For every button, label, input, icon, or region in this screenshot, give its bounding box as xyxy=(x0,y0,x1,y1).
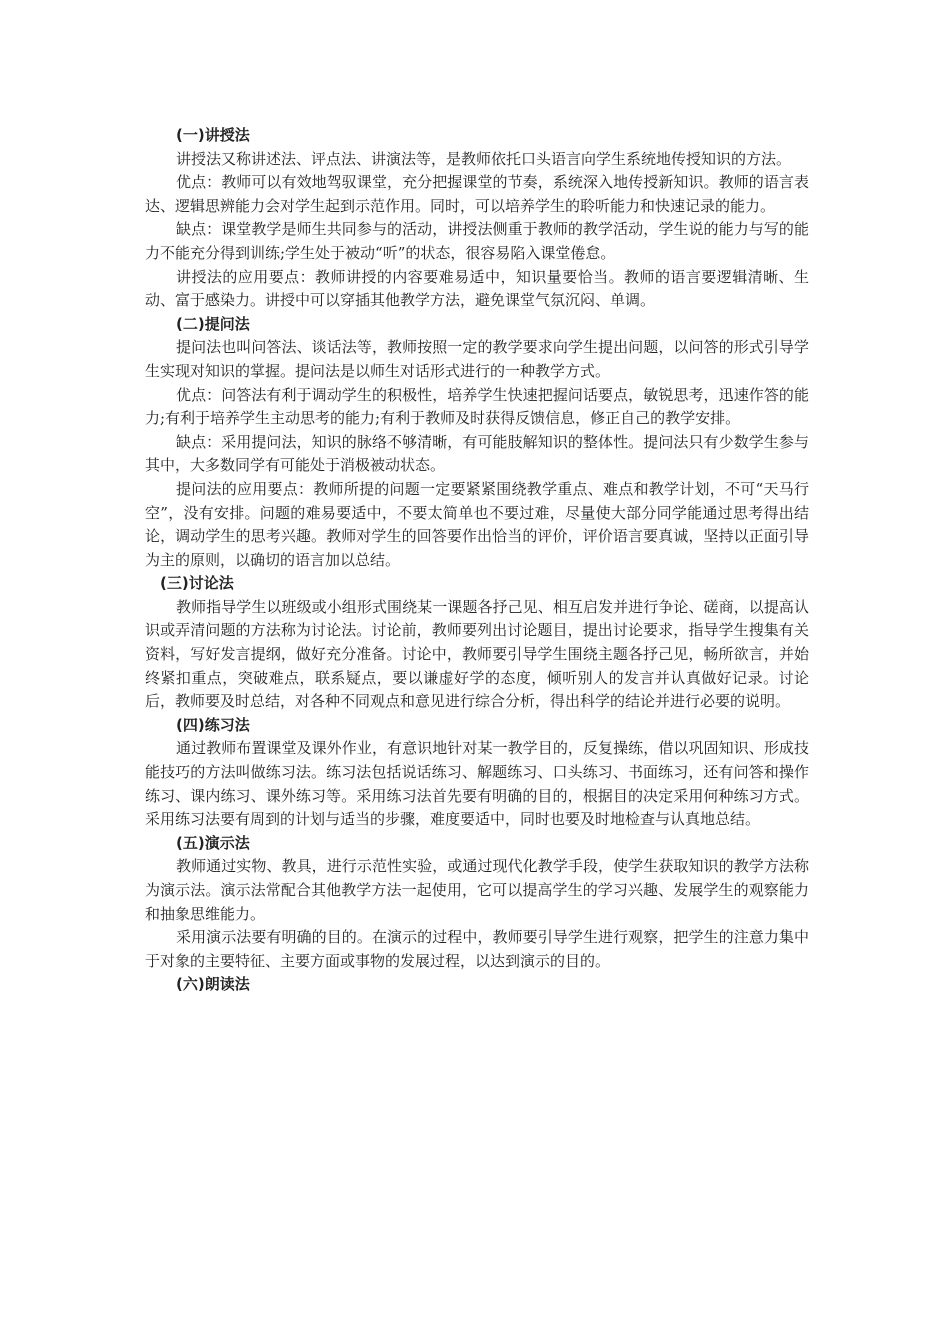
paragraph: 教师通过实物、教具，进行示范性实验，或通过现代化教学手段，使学生获取知识的教学方法称为演示法。演示法常配合其他教学方法一起使用，它可以提高学生的学习兴趣、发展学生的观察能力和抽象思维能力。 xyxy=(145,857,809,923)
paragraph: 优点：问答法有利于调动学生的积极性，培养学生快速把握问话要点，敏锐思考，迅速作答的能力;有利于培养学生主动思考的能力;有利于教师及时获得反馈信息，修正自己的教学安排。 xyxy=(145,385,809,428)
paragraph: 教师指导学生以班级或小组形式围绕某一课题各抒己见、相互启发并进行争论、磋商，以提高认识或弄清问题的方法称为讨论法。讨论前，教师要列出讨论题目，提出讨论要求，指导学生搜集有关资料，写好发言提纲，做好充分准备。讨论中，教师要引导学生围绕主题各抒己见，畅所欲言，并始终紧扣重点，突破难点，联系疑点，要以谦虚好学的态度，倾听别人的发言并认真做好记录。讨论后，教师要及时总结，对各种不同观点和意见进行综合分析，得出科学的结论并进行必要的说明。 xyxy=(145,597,809,711)
paragraph: 讲授法的应用要点：教师讲授的内容要难易适中，知识量要恰当。教师的语言要逻辑清晰、生动、富于感染力。讲授中可以穿插其他教学方法，避免课堂气氛沉闷、单调。 xyxy=(145,267,809,310)
section-heading: (四)练习法 xyxy=(176,715,250,734)
document-page xyxy=(145,124,809,997)
section-demonstration-method xyxy=(145,832,809,974)
paragraph: 提问法也叫问答法、谈话法等，教师按照一定的教学要求向学生提出问题，以问答的形式引导学生实现对知识的掌握。提问法是以师生对话形式进行的一种教学方式。 xyxy=(145,338,809,380)
paragraph: 通过教师布置课堂及课外作业，有意识地针对某一教学目的，反复操练，借以巩固知识、形成技能技巧的方法叫做练习法。练习法包括说话练习、解题练习、口头练习、书面练习，还有问答和操作练习、课内练习、课外练习等。采用练习法首先要有明确的目的，根据目的决定采用何种练习方式。采用练习法要有周到的计划与适当的步骤，难度要适中，同时也要及时地检查与认真地总结。 xyxy=(145,739,809,829)
paragraph: 采用演示法要有明确的目的。在演示的过程中，教师要引导学生进行观察，把学生的注意力集中于对象的主要特征、主要方面或事物的发展过程，以达到演示的目的。 xyxy=(145,928,809,970)
section-heading: (五)演示法 xyxy=(176,833,250,852)
section-discussion-method xyxy=(145,572,809,714)
section-heading: (三)讨论法 xyxy=(160,574,234,593)
paragraph: 优点：教师可以有效地驾驭课堂，充分把握课堂的节奏，系统深入地传授新知识。教师的语言表达、逻辑思辨能力会对学生起到示范作用。同时，可以培养学生的聆听能力和快速记录的能力。 xyxy=(145,173,809,215)
section-lecture-method xyxy=(145,124,809,313)
section-heading: (二)提问法 xyxy=(176,314,250,333)
section-reading-aloud-method xyxy=(145,973,809,997)
section-practice-method xyxy=(145,714,809,832)
paragraph: 讲授法又称讲述法、评点法、讲演法等，是教师依托口头语言向学生系统地传授知识的方法。 xyxy=(176,149,792,168)
paragraph: 缺点：课堂教学是师生共同参与的活动，讲授法侧重于教师的教学活动，学生说的能力与写的能力不能充分得到训练;学生处于被动“听”的状态，很容易陷入课堂倦怠。 xyxy=(145,220,809,262)
section-questioning-method xyxy=(145,313,809,573)
section-heading: (一)讲授法 xyxy=(176,126,250,144)
section-heading: (六)朗读法 xyxy=(176,975,250,994)
paragraph: 提问法的应用要点：教师所提的问题一定要紧紧围绕教学重点、难点和教学计划，不可“天马行空”，没有安排。问题的难易要适中，不要太简单也不要过难，尽量使大部分同学能通过思考得出结论，调动学生的思考兴趣。教师对学生的回答要作出恰当的评价，评价语言要真诚，坚持以正面引导为主的原则，以确切的语言加以总结。 xyxy=(145,479,809,569)
paragraph: 缺点：采用提问法，知识的脉络不够清晰，有可能肢解知识的整体性。提问法只有少数学生参与其中，大多数同学有可能处于消极被动状态。 xyxy=(145,432,809,475)
